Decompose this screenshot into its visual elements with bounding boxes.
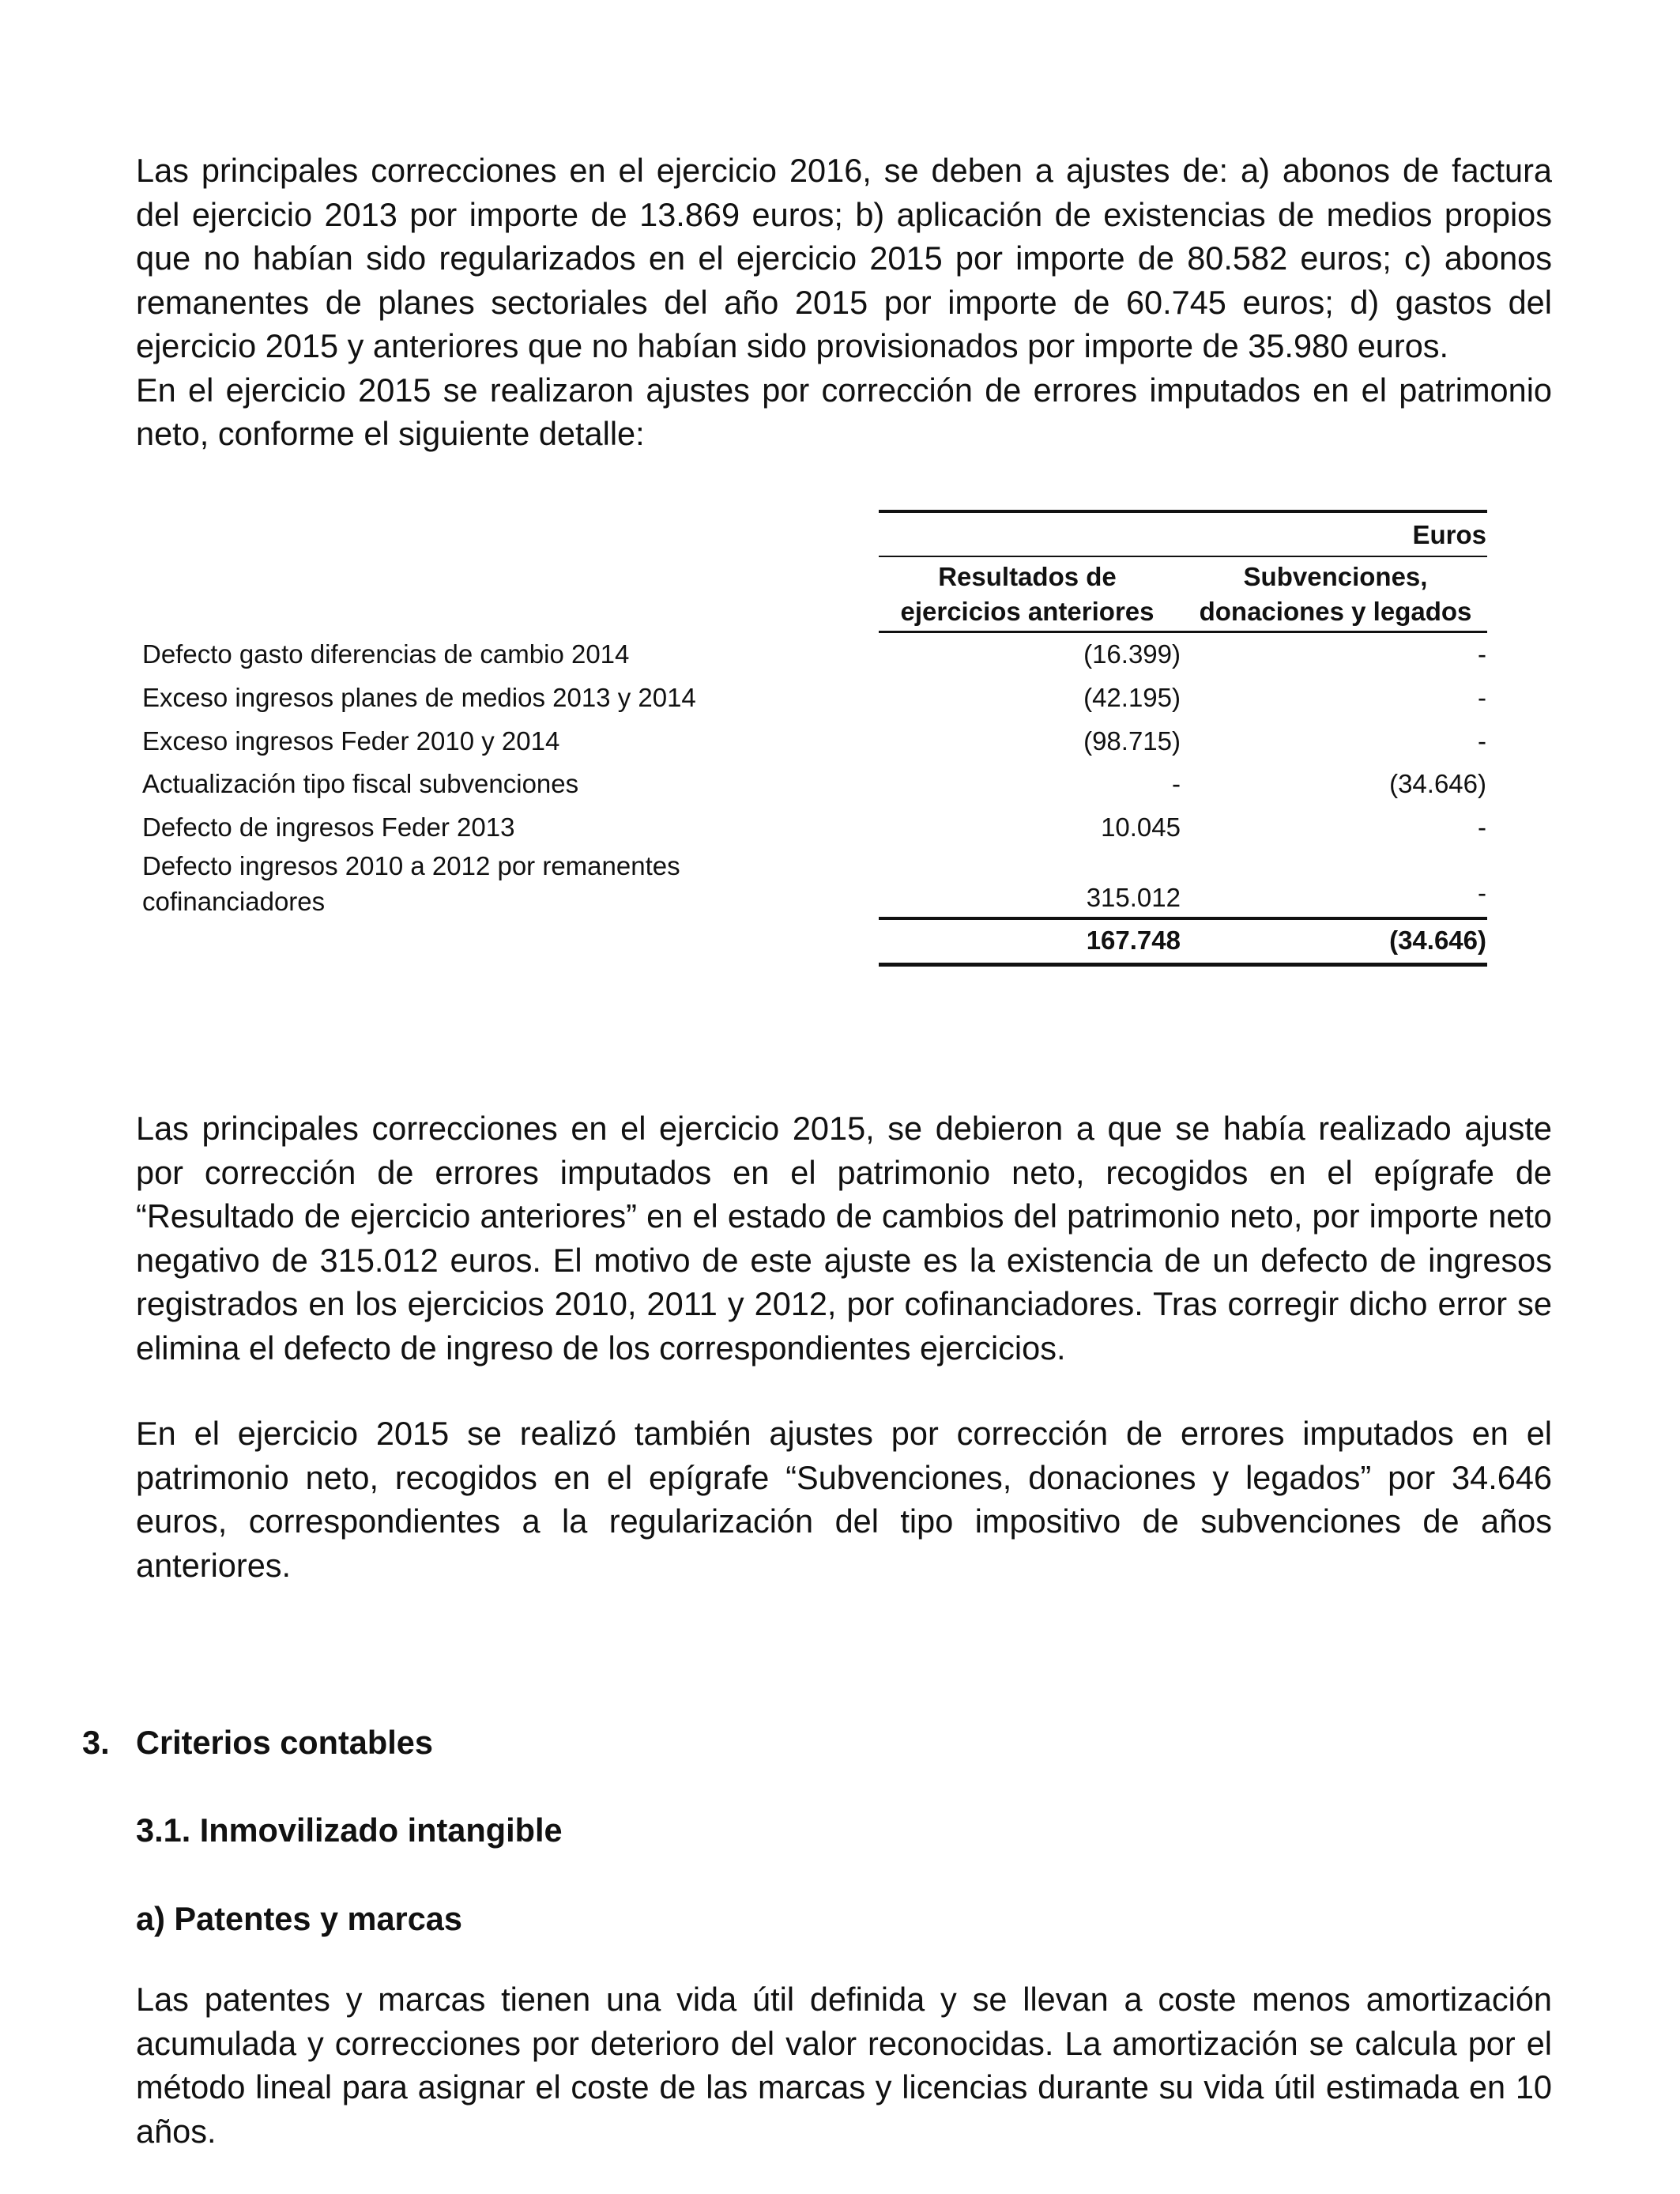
- table-row-label-line1: Defecto ingresos 2010 a 2012 por remanentes: [142, 851, 680, 880]
- table-top-rule: [879, 510, 1487, 513]
- col2-header-line2: donaciones y legados: [1199, 597, 1472, 626]
- table-row-col2: -: [1478, 878, 1486, 907]
- table-row-col1: (42.195): [1083, 683, 1181, 712]
- table-row-col2: -: [1478, 812, 1486, 842]
- table-row-col1: 10.045: [1101, 812, 1181, 842]
- subsubsection-title: a) Patentes y marcas: [136, 1900, 462, 1937]
- table-row-col1: (16.399): [1083, 639, 1181, 669]
- table-row-col2: -: [1478, 726, 1486, 756]
- section-title: Criterios contables: [136, 1724, 433, 1761]
- intro-paragraph: [136, 149, 1552, 456]
- subsection-title: 3.1. Inmovilizado intangible: [136, 1811, 563, 1849]
- table-row-col1: (98.715): [1083, 726, 1181, 756]
- table-row-col1: -: [1172, 769, 1181, 798]
- table-row-label-line2: cofinanciadores: [142, 887, 326, 916]
- col1-header-line1: Resultados de: [938, 562, 1117, 591]
- table-total-col1: 167.748: [1086, 925, 1181, 955]
- table-row-label: Actualización tipo fiscal subvenciones: [142, 769, 579, 798]
- explanation-paragraph-subvenciones: En el ejercicio 2015 se realizó también ajustes por corrección de errores imputados en el patrimonio neto, recogidos en el epígrafe “Subvenciones, donaciones y legados” por 34.646 euros, correspondientes a la regularización del tipo impositivo de subvenciones de años anteriores.: [136, 1415, 1552, 1584]
- table-columns-rule: [879, 631, 1487, 633]
- intro-paragraph-continuation: En el ejercicio 2015 se realizaron ajustes por corrección de errores imputados en el patrimonio neto, conforme el siguiente detalle:: [136, 371, 1552, 452]
- table-row-col2: (34.646): [1389, 769, 1486, 798]
- table-row-label: Exceso ingresos Feder 2010 y 2014: [142, 726, 560, 756]
- table-row-label: Exceso ingresos planes de medios 2013 y 2014: [142, 683, 696, 712]
- intro-paragraph-text: Las principales correcciones en el ejercicio 2016, se deben a ajustes de: a) abonos de factura del ejercicio 2013 por importe de 13.869 euros; b) aplicación de existencias de medios propios que no habían sido regularizados en el ejercicio 2015 por importe de 80.582 euros; c) abonos remanentes de planes sectoriales del año 2015 por importe de 60.745 euros; d) gastos del ejercicio 2015 y anteriores que no habían sido provisionados por importe de 35.980 euros.: [136, 152, 1552, 364]
- table-total-col2: (34.646): [1389, 925, 1486, 955]
- table-row-label: Defecto gasto diferencias de cambio 2014: [142, 639, 630, 669]
- table-row-col2: -: [1478, 639, 1486, 669]
- table-row-col1: 315.012: [1086, 883, 1181, 912]
- currency-header: Euros: [1412, 520, 1486, 549]
- table-row-label: Defecto de ingresos Feder 2013: [142, 812, 515, 842]
- col2-header-line1: Subvenciones,: [1243, 562, 1428, 591]
- table-bottom-rule: [879, 963, 1487, 967]
- col1-header-line2: ejercicios anteriores: [900, 597, 1155, 626]
- table-row-col2: -: [1478, 683, 1486, 712]
- section-number: 3.: [82, 1724, 110, 1761]
- explanation-paragraph-2015: Las principales correcciones en el ejercicio 2015, se debieron a que se había realizado ajuste por corrección de errores imputados en el patrimonio neto, recogidos en el epígrafe de “Resultado de ejercicio anteriores” en el estado de cambios del patrimonio neto, por importe neto negativo de 315.012 euros. El motivo de este ajuste es la existencia de un defecto de ingresos registrados en los ejercicios 2010, 2011 y 2012, por cofinanciadores. Tras corregir dicho error se elimina el defecto de ingreso de los correspondientes ejercicios.: [136, 1110, 1552, 1367]
- table-header-rule: [879, 556, 1487, 557]
- table-total-rule: [879, 917, 1487, 920]
- patents-paragraph: Las patentes y marcas tienen una vida útil definida y se llevan a coste menos amortización acumulada y correcciones por deterioro del valor reconocidas. La amortización se calcula por el método lineal para asignar el coste de las marcas y licencias durante su vida útil estimada en 10 años.: [136, 1981, 1552, 2150]
